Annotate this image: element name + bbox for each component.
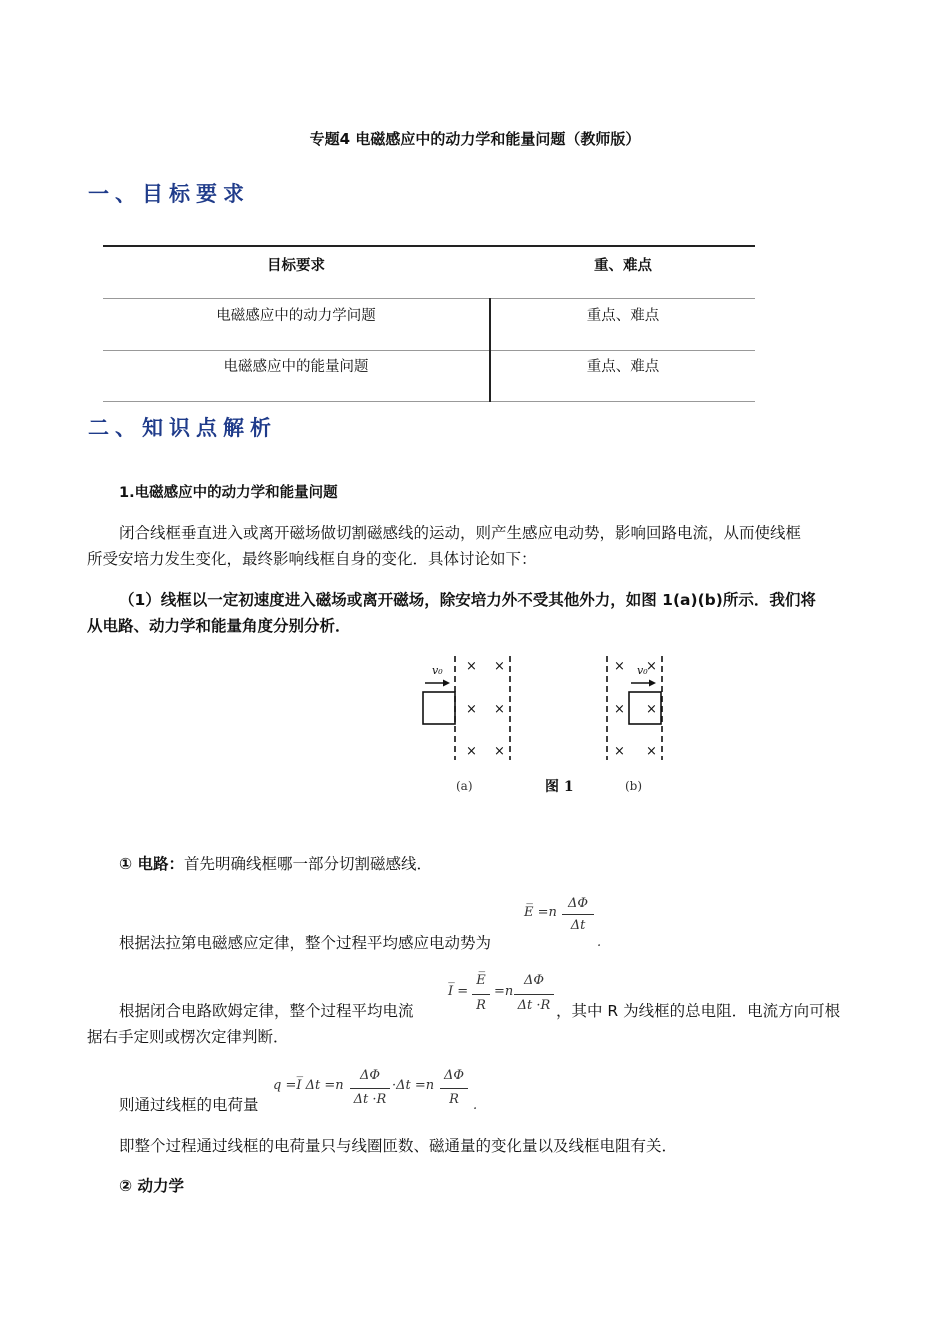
dynamics-label: ② 动力学 <box>119 1177 185 1195</box>
emf-denominator: Δt <box>570 918 586 933</box>
velocity-label: v₀ <box>432 664 443 677</box>
velocity-arrowhead <box>649 680 656 687</box>
goals-table <box>103 245 755 402</box>
field-cross: × <box>646 702 657 717</box>
wire-frame <box>423 692 455 724</box>
charge-frac2-den: R <box>449 1092 459 1107</box>
table-top-rule <box>103 245 755 247</box>
velocity-label: v₀ <box>637 664 648 677</box>
table-cell: 重点、难点 <box>586 308 660 324</box>
field-cross: × <box>614 702 625 717</box>
current-frac2-den: Δt ·R <box>517 998 551 1013</box>
figure-label-a: (a) <box>456 779 473 793</box>
charge-frac1-den: Δt ·R <box>353 1092 387 1107</box>
current-text-after: ，其中 R 为线框的总电阻．电流方向可根 <box>556 1002 841 1020</box>
table-header-rule <box>103 298 755 299</box>
field-cross: × <box>494 702 505 717</box>
circuit-text: 首先明确线框哪一部分切割磁感线． <box>184 855 433 873</box>
emf-lhs: E̅ =n <box>524 905 557 920</box>
figure-label-b: (b) <box>625 779 643 793</box>
emf-text: 根据法拉第电磁感应定律，整个过程平均感应电动势为 <box>119 934 492 952</box>
emf-period: . <box>597 935 602 950</box>
field-cross: × <box>614 659 625 674</box>
intro-line-2: 所受安培力发生变化，最终影响线框自身的变化．具体讨论如下： <box>87 550 537 568</box>
field-cross: × <box>466 659 477 674</box>
field-cross: × <box>494 744 505 759</box>
table-cell: 重点、难点 <box>586 359 660 375</box>
field-cross: × <box>614 744 625 759</box>
table-cell: 电磁感应中的动力学问题 <box>216 308 376 324</box>
case1-line-1: （1）线框以一定初速度进入磁场或离开磁场，除安培力外不受其他外力，如图 1(a)(b)所示．我们将 <box>119 591 816 609</box>
subsection-title: 1.电磁感应中的动力学和能量问题 <box>119 485 338 501</box>
figure-caption: 图 1 <box>545 779 574 795</box>
current-frac1-bar <box>472 994 490 995</box>
current-frac1-den: R <box>476 998 486 1013</box>
table-row-rule <box>103 350 755 351</box>
current-frac2-num: ΔΦ <box>523 973 545 988</box>
charge-text: 则通过线框的电荷量 <box>119 1096 259 1114</box>
circuit-paragraph <box>119 852 432 877</box>
figure-1 <box>400 648 700 803</box>
charge-frac2-num: ΔΦ <box>443 1068 465 1083</box>
current-text: 根据闭合电路欧姆定律，整个过程平均电流 <box>119 1002 414 1020</box>
circuit-label: ① 电路： <box>119 855 185 873</box>
field-cross: × <box>646 659 657 674</box>
current-lhs: I̅ = <box>448 984 469 999</box>
case1-line-2: 从电路、动力学和能量角度分别分析． <box>87 617 351 635</box>
charge-period: . <box>473 1098 478 1113</box>
section-heading-goals: 一、目标要求 <box>88 181 250 206</box>
field-cross: × <box>494 659 505 674</box>
emf-fraction-bar <box>562 914 594 915</box>
current-frac1-num: E̅ <box>476 973 486 988</box>
field-cross: × <box>466 744 477 759</box>
field-cross: × <box>646 744 657 759</box>
table-bottom-rule <box>103 401 755 402</box>
velocity-arrowhead <box>443 680 450 687</box>
current-mid: =n <box>494 984 514 999</box>
charge-mid: ·Δt =n <box>392 1078 435 1093</box>
charge-lhs: q =I̅ Δt =n <box>273 1078 344 1093</box>
emf-numerator: ΔΦ <box>567 896 589 911</box>
intro-line-1: 闭合线框垂直进入或离开磁场做切割磁感线的运动，则产生感应电动势，影响回路电流，从而使线框 <box>119 524 802 542</box>
table-cell: 电磁感应中的能量问题 <box>223 359 369 375</box>
charge-frac1-bar <box>350 1088 390 1089</box>
charge-frac2-bar <box>440 1088 468 1089</box>
charge-frac1-num: ΔΦ <box>359 1068 381 1083</box>
current-frac2-bar <box>514 994 554 995</box>
table-header-goal: 目标要求 <box>267 258 325 274</box>
field-cross: × <box>466 702 477 717</box>
document-title: 专题4 电磁感应中的动力学和能量问题（教师版） <box>309 130 641 148</box>
table-header-difficulty: 重、难点 <box>594 258 652 274</box>
current-line-2: 据右手定则或楞次定律判断． <box>87 1028 289 1046</box>
section-heading-knowledge: 二、知识点解析 <box>88 415 277 440</box>
conclusion-text: 即整个过程通过线框的电荷量只与线圈匝数、磁通量的变化量以及线框电阻有关． <box>119 1137 678 1155</box>
